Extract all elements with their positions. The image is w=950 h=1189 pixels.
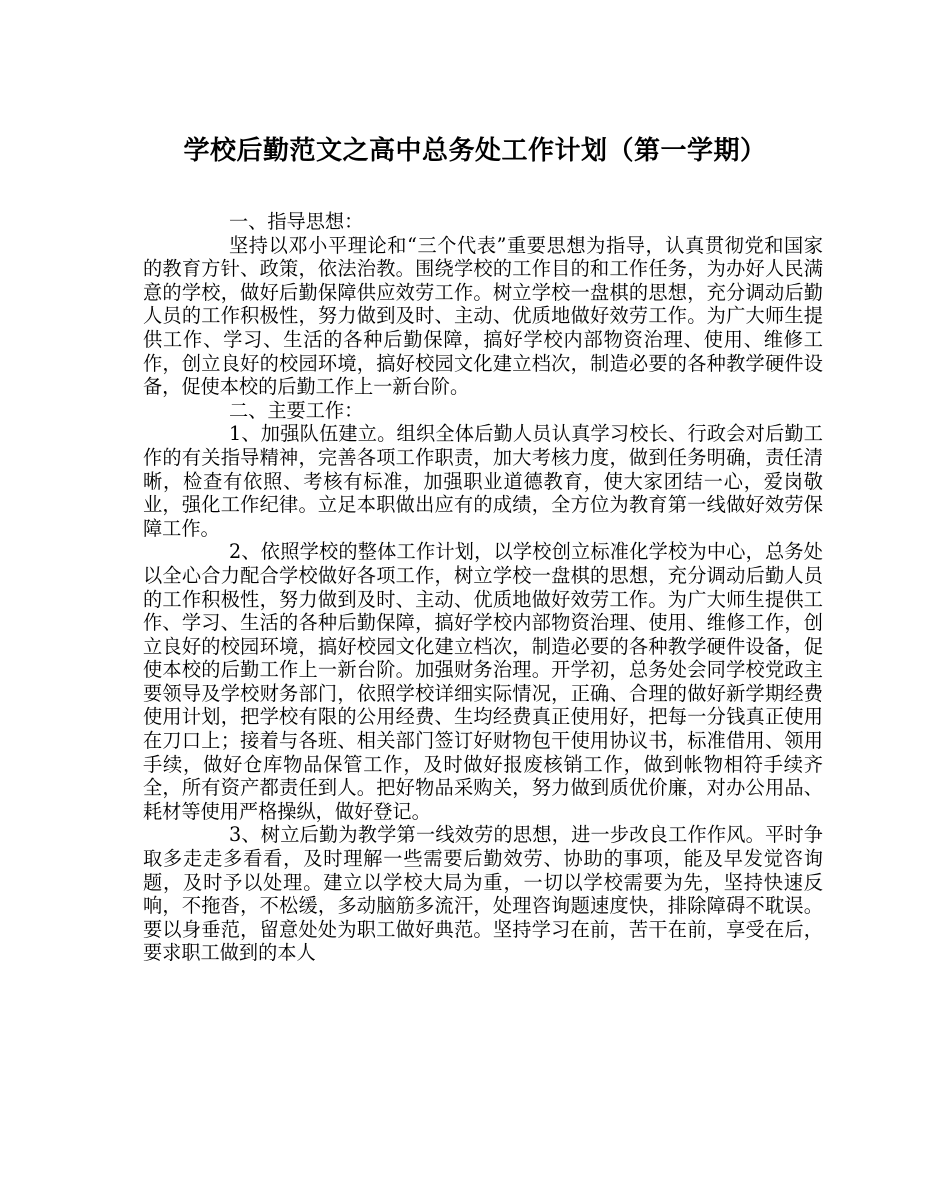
paragraph-item-3: 3、树立后勤为教学第一线效劳的思想，进一步改良工作作风。平时争取多走走多看看，及时理解一些需要后勤效劳、协助的事项，能及早发觉咨询题，及时予以处理。建立以学校大局为重，一切以学校需要为先，坚持快速反响，不拖沓，不松缓，多动脑筋多流汗，处理咨询题速度快，排除障碍不耽误。要以身垂范，留意处处为职工做好典范。坚持学习在前，苦干在前，享受在后，要求职工做到的本人	[143, 823, 823, 965]
section-heading-main-work: 二、主要工作：	[229, 398, 364, 422]
paragraph-guiding-ideology: 坚持以邓小平理论和“三个代表”重要思想为指导，认真贯彻党和国家的教育方针、政策，依法治教。围绕学校的工作目的和工作任务，为办好人民满意的学校，做好后勤保障供应效劳工作。树立学校一盘棋的思想，充分调动后勤人员的工作积极性，努力做到及时、主动、优质地做好效劳工作。为广大师生提供工作、学习、生活的各种后勤保障，搞好学校内部物资治理、使用、维修工作，创立良好的校园环境，搞好校园文化建立档次，制造必要的各种教学硬件设备，促使本校的后勤工作上一新台阶。	[143, 233, 823, 399]
document-title: 学校后勤范文之高中总务处工作计划（第一学期）	[183, 136, 767, 166]
paragraph-item-1: 1、加强队伍建立。组织全体后勤人员认真学习校长、行政会对后勤工作的有关指导精神，完善各项工作职责，加大考核力度，做到任务明确，责任清晰，检查有依照、考核有标准，加强职业道德教育，使大家团结一心，爱岗敬业，强化工作纪律。立足本职做出应有的成绩，全方位为教育第一线做好效劳保障工作。	[143, 422, 823, 540]
document-body	[143, 210, 823, 965]
section-heading-guiding-ideology: 一、指导思想：	[229, 210, 364, 233]
paragraph-item-2: 2、依照学校的整体工作计划，以学校创立标准化学校为中心，总务处以全心合力配合学校做好各项工作，树立学校一盘棋的思想，充分调动后勤人员的工作积极性，努力做到及时、主动、优质地做好效劳工作。为广大师生提供工作、学习、生活的各种后勤保障，搞好学校内部物资治理、使用、维修工作，创立良好的校园环境，搞好校园文化建立档次，制造必要的各种教学硬件设备，促使本校的后勤工作上一新台阶。加强财务治理。开学初，总务处会同学校党政主要领导及学校财务部门，依照学校详细实际情况，正确、合理的做好新学期经费使用计划，把学校有限的公用经费、生均经费真正使用好，把每一分钱真正使用在刀口上；接着与各班、相关部门签订好财物包干使用协议书，标准借用、领用手续，做好仓库物品保管工作，及时做好报废核销工作，做到帐物相符手续齐全，所有资产都责任到人。把好物品采购关，努力做到质优价廉，对办公用品、耗材等使用严格操纵，做好登记。	[143, 540, 823, 823]
